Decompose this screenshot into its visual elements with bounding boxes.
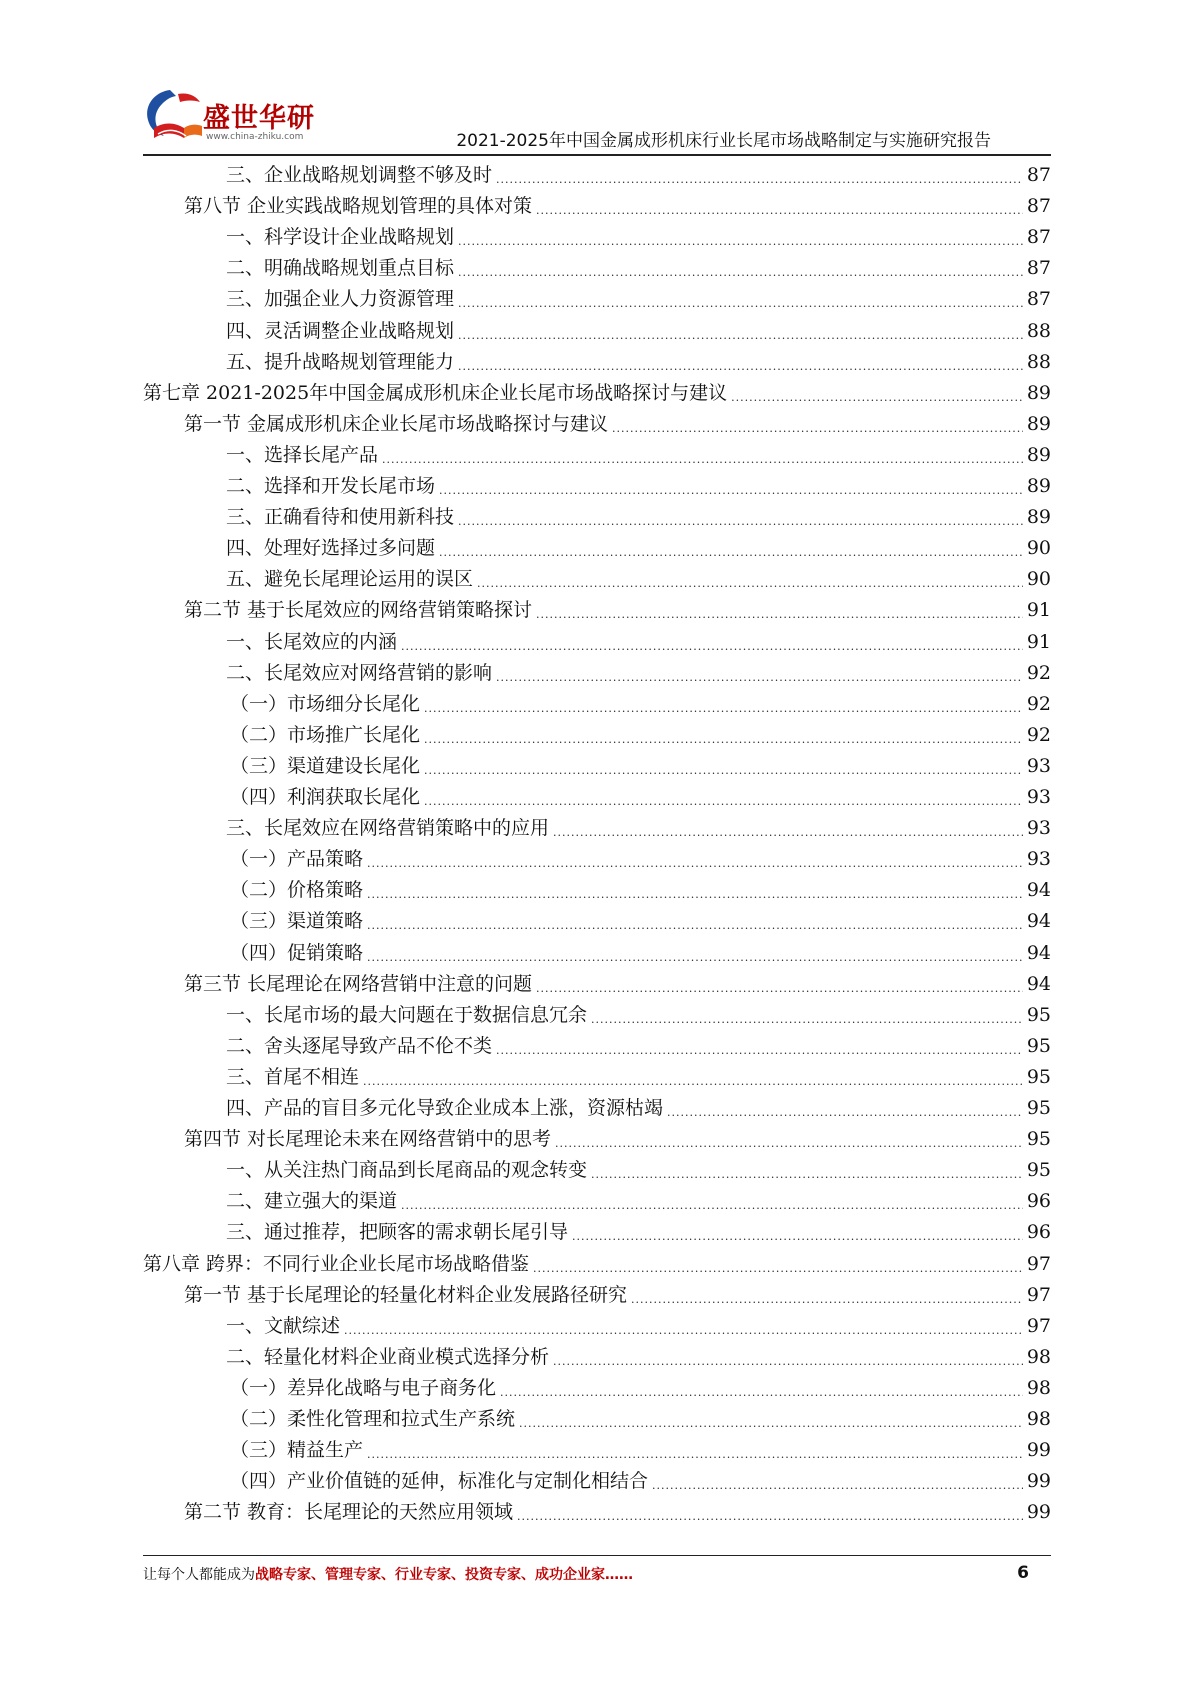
toc-entry[interactable] [230,1435,1051,1466]
toc-entry-page: 98 [1026,1408,1051,1430]
toc-dot-leader [458,293,1023,315]
toc-dot-leader [424,760,1023,782]
toc-entry-title: 第八节 企业实践战略规划管理的具体对策 [184,195,533,218]
toc-entry[interactable] [226,1031,1051,1062]
toc-entry[interactable] [226,284,1051,315]
toc-entry-page: 96 [1026,1221,1051,1244]
toc-entry[interactable] [226,471,1051,502]
toc-entry-title: （三）精益生产 [230,1439,364,1462]
toc-dot-leader [401,1195,1023,1217]
toc-entry-title: 第八章 跨界：不同行业企业长尾市场战略借鉴 [143,1252,530,1275]
toc-entry-title: 四、产品的盲目多元化导致企业成本上涨，资源枯竭 [226,1097,664,1119]
toc-entry[interactable] [143,378,1051,409]
toc-entry[interactable] [230,875,1051,906]
toc-dot-leader [477,573,1023,595]
toc-entry-title: 三、加强企业人力资源管理 [226,288,455,311]
toc-dot-leader [382,449,1023,471]
toc-entry[interactable] [184,191,1051,222]
toc-entry[interactable] [226,502,1051,533]
toc-entry-title: 一、科学设计企业战略规划 [226,226,455,249]
toc-entry-page: 99 [1026,1439,1051,1462]
toc-entry[interactable] [226,1155,1051,1186]
logo-url: www.china-zhiku.com [206,132,304,142]
toc-entry[interactable] [226,627,1051,658]
toc-entry-title: 五、提升战略规划管理能力 [226,350,455,373]
toc-entry-title: 一、从关注热门商品到长尾商品的观念转变 [226,1159,588,1182]
page-number: 6 [1017,1563,1029,1583]
toc-entry[interactable] [230,1373,1051,1404]
toc-entry-page: 95 [1026,1097,1051,1119]
toc-dot-leader [367,853,1023,875]
toc-entry-page: 98 [1026,1345,1051,1368]
toc-entry-title: 三、通过推荐，把顾客的需求朝长尾引导 [226,1221,569,1244]
toc-entry[interactable] [226,440,1051,471]
toc-entry-title: 三、企业战略规划调整不够及时 [226,164,493,186]
toc-entry-page: 95 [1026,1003,1051,1026]
toc-entry-title: （一）市场细分长尾化 [230,692,421,715]
document-title: 2021-2025年中国金属成形机床行业长尾市场战略制定与实施研究报告 [456,131,991,151]
toc-dot-leader [517,1506,1023,1528]
toc-entry-title: （一）产品策略 [230,848,364,871]
toc-entry-title: 二、轻量化材料企业商业模式选择分析 [226,1345,550,1368]
toc-dot-leader [536,200,1023,222]
toc-entry-title: 一、文献综述 [226,1314,341,1337]
toc-entry[interactable] [226,160,1051,191]
toc-entry-page: 94 [1026,910,1051,933]
toc-dot-leader [458,262,1023,284]
toc-entry[interactable] [226,1093,1051,1124]
toc-dot-leader [367,915,1023,937]
toc-entry-title: （四）产业价值链的延伸，标准化与定制化相结合 [230,1470,649,1493]
logo-text: 盛世华研 [203,103,315,134]
toc-entry-page: 98 [1026,1376,1051,1399]
toc-entry-page: 90 [1026,568,1051,591]
toc-dot-leader [591,1164,1023,1186]
toc-entry-title: 二、明确战略规划重点目标 [226,257,455,280]
toc-entry-page: 95 [1026,1128,1051,1151]
toc-entry-page: 87 [1026,195,1051,218]
toc-entry-page: 92 [1026,661,1051,684]
toc-dot-leader [496,1040,1023,1062]
toc-dot-leader [363,1071,1023,1093]
toc-entry[interactable] [226,533,1051,564]
toc-entry-title: 第二节 基于长尾效应的网络营销策略探讨 [184,599,533,622]
toc-entry-page: 87 [1026,226,1051,249]
toc-entry[interactable] [226,564,1051,595]
toc-dot-leader [424,698,1023,720]
toc-entry[interactable] [226,1311,1051,1342]
toc-entry[interactable] [230,1466,1051,1497]
toc-entry[interactable] [184,1124,1051,1155]
toc-entry[interactable] [226,253,1051,284]
toc-entry[interactable] [230,1404,1051,1435]
toc-entry-page: 89 [1026,506,1051,529]
toc-entry-title: 四、处理好选择过多问题 [226,537,436,560]
toc-entry-title: 一、长尾效应的内涵 [226,630,398,653]
toc-entry[interactable] [184,1497,1051,1528]
toc-dot-leader [652,1475,1023,1497]
toc-dot-leader [553,822,1023,844]
toc-entry[interactable] [226,347,1051,378]
toc-entry-page: 89 [1026,381,1051,404]
toc-entry-page: 93 [1026,754,1051,777]
toc-entry-page: 92 [1026,692,1051,715]
toc-entry[interactable] [184,1280,1051,1311]
toc-entry-page: 89 [1026,412,1051,435]
toc-entry[interactable] [230,844,1051,875]
toc-entry-title: 第七章 2021-2025年中国金属成形机床企业长尾市场战略探讨与建议 [143,381,728,404]
toc-entry-page: 97 [1026,1283,1051,1306]
toc-entry[interactable] [230,906,1051,937]
toc-entry-title: 一、选择长尾产品 [226,443,379,466]
toc-entry-page: 91 [1026,630,1051,653]
toc-entry[interactable] [226,1342,1051,1373]
toc-entry-page: 94 [1026,972,1051,995]
toc-entry-title: 三、长尾效应在网络营销策略中的应用 [226,817,550,840]
toc-dot-leader [344,1320,1023,1342]
toc-entry-page: 88 [1026,319,1051,342]
toc-entry-title: 二、建立强大的渠道 [226,1190,398,1213]
toc-entry-page: 90 [1026,537,1051,560]
toc-dot-leader [424,729,1023,751]
toc-entry-page: 92 [1026,723,1051,746]
toc-entry-title: 五、避免长尾理论运用的误区 [226,568,474,591]
toc-entry-title: （二）价格策略 [230,879,364,902]
toc-dot-leader [496,169,1023,191]
toc-entry-title: 第三节 长尾理论在网络营销中注意的问题 [184,972,533,995]
toc-dot-leader [612,418,1023,440]
toc-entry[interactable] [184,409,1051,440]
toc-entry-page: 94 [1026,941,1051,964]
toc-dot-leader [367,1444,1023,1466]
footer-divider [143,1555,1051,1556]
toc-entry-title: 第二节 教育：长尾理论的天然应用领域 [184,1501,514,1524]
page-header [0,0,1191,155]
toc-entry-title: （二）市场推广长尾化 [230,723,421,746]
toc-dot-leader [367,884,1023,906]
toc-entry[interactable] [230,720,1051,751]
toc-entry-title: （三）渠道建设长尾化 [230,754,421,777]
header-divider [143,154,1051,156]
toc-entry-title: （二）柔性化管理和拉式生产系统 [230,1408,516,1430]
toc-entry-page: 97 [1026,1314,1051,1337]
toc-entry[interactable] [226,1062,1051,1093]
toc-entry-page: 99 [1026,1470,1051,1493]
toc-entry-page: 99 [1026,1501,1051,1524]
toc-dot-leader [458,231,1023,253]
toc-dot-leader [533,1258,1023,1280]
toc-dot-leader [591,1009,1023,1031]
toc-dot-leader [439,542,1023,564]
footer-slogan-lead: 让每个人都能成为 [143,1567,255,1583]
toc-entry[interactable] [230,782,1051,813]
toc-entry[interactable] [230,938,1051,969]
toc-entry-title: 三、首尾不相连 [226,1065,360,1088]
toc-entry-page: 95 [1026,1065,1051,1088]
toc-entry-page: 93 [1026,817,1051,840]
toc-entry-page: 97 [1026,1252,1051,1275]
toc-entry-title: （三）渠道策略 [230,910,364,933]
toc-entry[interactable] [184,969,1051,1000]
toc-entry-title: 四、灵活调整企业战略规划 [226,319,455,342]
toc-entry-page: 91 [1026,599,1051,622]
toc-entry[interactable] [184,595,1051,626]
toc-entry-page: 87 [1026,288,1051,311]
toc-entry-page: 87 [1026,257,1051,280]
toc-dot-leader [500,1382,1023,1404]
toc-dot-leader [496,667,1023,689]
toc-entry[interactable] [230,751,1051,782]
toc-dot-leader [555,1133,1023,1155]
logo-icon [140,84,206,146]
toc-entry-page: 95 [1026,1159,1051,1182]
toc-entry-title: 一、长尾市场的最大问题在于数据信息冗余 [226,1003,588,1026]
toc-entry-title: 第四节 对长尾理论未来在网络营销中的思考 [184,1128,552,1151]
toc-entry-page: 93 [1026,786,1051,808]
toc-dot-leader [631,1289,1023,1311]
toc-entry[interactable] [143,1249,1051,1280]
page-footer [143,1564,1051,1594]
toc-entry[interactable] [226,1000,1051,1031]
toc-dot-leader [667,1102,1023,1124]
toc-entry-title: 二、长尾效应对网络营销的影响 [226,661,493,684]
toc-entry-page: 96 [1026,1190,1051,1213]
toc-entry-page: 93 [1026,848,1051,871]
toc-entry-title: （四）利润获取长尾化 [230,786,421,808]
toc-entry-page: 95 [1026,1034,1051,1057]
toc-dot-leader [367,947,1023,969]
toc-entry-page: 88 [1026,350,1051,373]
toc-dot-leader [458,356,1023,378]
toc-entry-page: 89 [1026,443,1051,466]
toc-dot-leader [572,1226,1023,1248]
toc-entry[interactable] [226,813,1051,844]
toc-entry[interactable] [226,658,1051,689]
toc-dot-leader [519,1413,1023,1435]
toc-entry[interactable] [226,1186,1051,1217]
toc-dot-leader [458,511,1023,533]
toc-entry[interactable] [226,1217,1051,1248]
toc-dot-leader [536,978,1023,1000]
toc-entry[interactable] [226,316,1051,347]
toc-entry-title: 二、舍头逐尾导致产品不伦不类 [226,1034,493,1057]
toc-entry-title: 第一节 金属成形机床企业长尾市场战略探讨与建议 [184,412,609,435]
toc-dot-leader [731,387,1023,409]
toc-dot-leader [553,1351,1023,1373]
toc-entry-title: 二、选择和开发长尾市场 [226,475,436,497]
toc-dot-leader [536,604,1023,626]
footer-slogan-roles: 战略专家、管理专家、行业专家、投资专家、成功企业家…… [255,1567,633,1583]
toc-entry-title: 第一节 基于长尾理论的轻量化材料企业发展路径研究 [184,1283,628,1306]
toc-entry-title: （一）差异化战略与电子商务化 [230,1376,497,1399]
company-logo [140,84,320,150]
toc-entry-page: 94 [1026,879,1051,902]
toc-entry[interactable] [230,689,1051,720]
toc-entry[interactable] [226,222,1051,253]
toc-dot-leader [458,325,1023,347]
toc-entry-title: 三、正确看待和使用新科技 [226,506,455,529]
toc-entry-page: 87 [1026,164,1051,186]
toc-entry-title: （四）促销策略 [230,941,364,964]
toc-dot-leader [401,636,1023,658]
toc-entry-page: 89 [1026,475,1051,497]
toc-dot-leader [424,791,1023,813]
toc-dot-leader [439,480,1023,502]
